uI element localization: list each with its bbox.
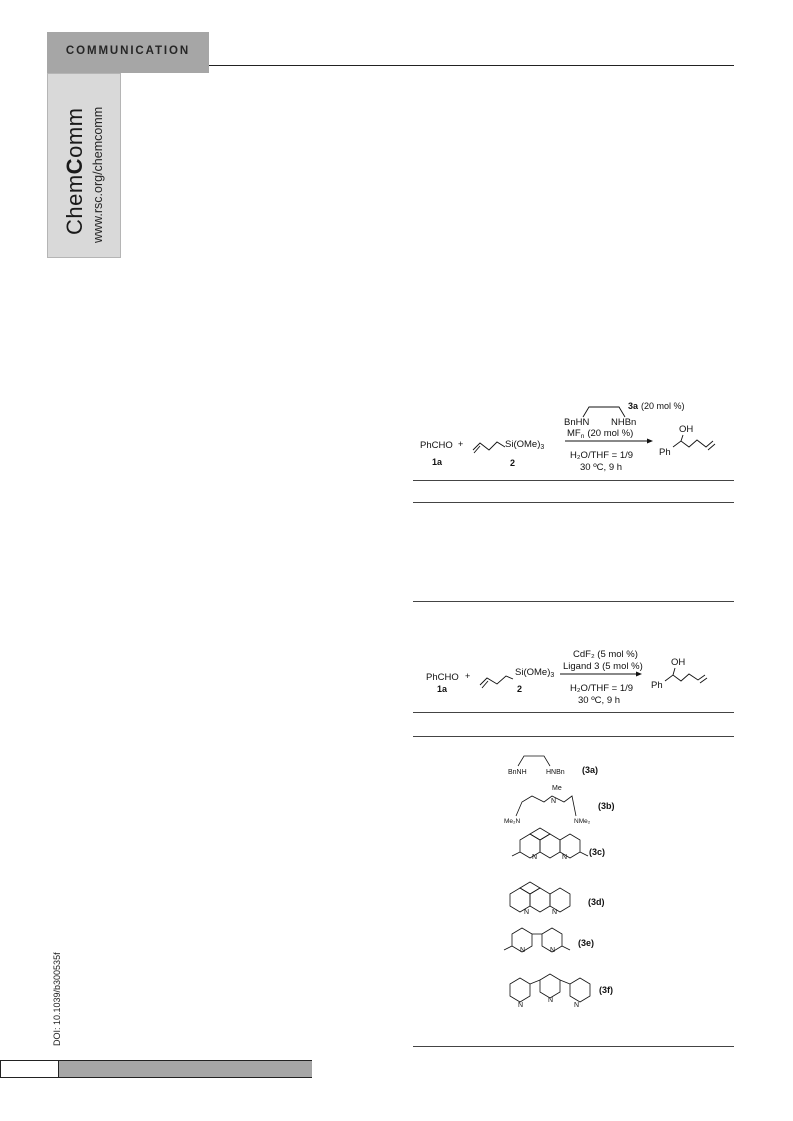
condition-2: 30 ºC, 9 h [580,462,623,473]
ligand-3b-left: Me₂N [504,818,521,825]
scheme-2-rule [413,712,734,713]
ligand-3d-id: (3d) [588,897,605,907]
footer-bar-fill [58,1061,312,1077]
ligand-3c-id: (3c) [589,847,606,857]
catalyst-loading: (20 mol %) [641,401,685,411]
scheme2-arrow-head [636,672,642,677]
ligand-3e-id: (3e) [578,938,595,948]
ligand-3b [504,785,615,825]
scheme2-label-2: 2 [517,684,523,694]
scheme2-plus: + [465,671,471,681]
ligand-structures [496,752,646,1022]
ligand-3d-n1: N [524,909,530,916]
ligand-3d-n2: N [552,909,558,916]
scheme2-allylsilane [480,676,513,685]
ligand-3c-n1: N [532,854,538,861]
scheme2-product-chain [665,674,705,681]
plus-sign: + [458,439,464,449]
condition-1: H₂O/THF = 1/9 [570,450,634,461]
scheme2-ligand: Ligand 3 (5 mol %) [563,661,643,672]
scheme-1 [413,395,735,505]
scheme2-reagent-1: PhCHO [426,672,459,683]
ligand-3f-n3: N [574,1002,580,1009]
scheme2-condition-1: H₂O/THF = 1/9 [570,683,634,694]
scheme2-product-double-bond [700,678,707,683]
ligand-3a [508,756,598,776]
ligand-3f [510,974,613,1009]
reagent-2: $Si(OMe)_3$ [505,439,545,451]
label-1a: 1a [432,457,443,467]
ligand-3b-n: N [551,798,557,805]
table-2-top-rule [413,736,734,737]
ligand-3b-id: (3b) [598,801,615,811]
ligand-right: NHBn [611,417,637,428]
scheme2-product-oh-bond [673,668,675,675]
scheme2-catalyst: CdF₂ (5 mol %) [573,649,638,660]
product-ph: Ph [659,447,671,458]
scheme2-product-oh: OH [671,657,686,668]
header-rule [209,65,734,66]
scheme-2 [413,645,735,711]
catalyst-label: 3a [628,401,639,411]
ligand-3f-id: (3f) [599,985,613,995]
reagent-1: PhCHO [420,440,453,451]
ligand-3e-n1: N [520,947,526,954]
ligand-3b-me: Me [552,785,562,792]
scheme2-label-1a: 1a [437,684,448,694]
journal-url: www.rsc.org/chemcomm [91,106,105,243]
ligand-3e-n2: N [550,947,556,954]
ligand-3a-right: HNBn [546,769,565,776]
journal-logo: ChemComm [62,107,87,235]
ligand-3a-left: BnNH [508,769,527,776]
ligand-3e [504,928,594,954]
product-chain [673,440,713,447]
table-2-bottom-rule [413,1046,734,1047]
table-1-top-rule [413,502,734,503]
footer-bar [0,1060,312,1078]
doi-label: DOI: 10.1039/b300535f [52,952,62,1046]
label-2: 2 [510,458,516,468]
mf-label: $MF_n$ (20 mol %) [567,428,634,440]
ligand-3a-id: (3a) [582,765,599,775]
section-tab [47,32,209,73]
table-1-bottom-rule [413,601,734,602]
scheme2-product-ph: Ph [651,680,663,691]
allyl-double-bond [474,446,480,453]
ligand-3f-n2: N [548,997,554,1004]
product-oh-bond [681,435,683,441]
ligand-3a-chain [583,407,625,417]
ligand-3d [510,882,605,916]
section-label: COMMUNICATION [65,45,191,57]
scheme-1-rule [413,480,734,481]
ligand-3c [512,828,605,861]
ligand-3b-right: NMe₂ [574,818,591,825]
ligand-3f-n1: N [518,1002,524,1009]
arrow-head [647,439,653,444]
ligand-3c-n2: N [562,854,568,861]
product-oh: OH [679,424,694,435]
scheme2-reagent-2: $Si(OMe)_3$ [515,667,555,679]
ligand-left: BnHN [564,417,590,428]
scheme2-condition-2: 30 ºC, 9 h [578,695,621,706]
